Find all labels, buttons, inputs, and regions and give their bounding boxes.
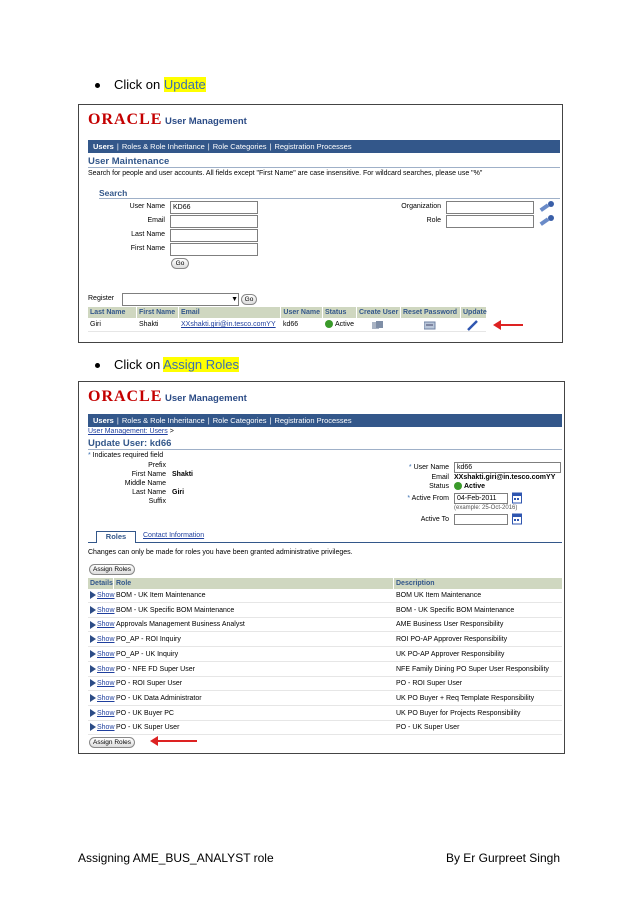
role-description: BOM - UK Specific BOM Maintenance [396,606,515,614]
nav-registration[interactable]: Registration Processes [274,142,352,151]
active-from-label: * Active From [407,495,449,502]
col-create-user: Create User [357,307,401,318]
role-row [88,633,562,647]
col-description[interactable]: Description [396,580,435,587]
user-name-label: * User Name [408,464,449,471]
role-row [88,721,562,735]
go-button[interactable]: Go [171,258,189,269]
col-first-name[interactable]: First Name [137,307,179,318]
footer-right: By Er Gurpreet Singh [445,851,560,865]
nav-users[interactable]: Users [93,142,114,151]
screenshot-user-maintenance [78,104,563,343]
nav-bar: Users | Roles & Role Inheritance | Role Categories | Registration Processes [88,140,560,153]
table-row [88,318,486,332]
bullet-icon [95,363,100,368]
email-label: Email [147,217,165,224]
col-last-name[interactable]: Last Name [88,307,137,318]
chevron-down-icon: ▼ [231,296,238,303]
page-title: Update User: kd66 [88,438,172,449]
privilege-note: Changes can only be made for roles you have been granted administrative privileges. [88,549,353,556]
last-name-label: Last Name [132,489,166,496]
email-label: Email [431,474,449,481]
roles-header [88,578,562,589]
nav-roles[interactable]: Roles & Role Inheritance [121,142,205,151]
role-name: Approvals Management Business Analyst [116,621,245,629]
show-link[interactable]: Show [97,724,115,732]
active-to-input[interactable] [454,514,508,525]
role-row [88,692,562,706]
col-user-name[interactable]: User Name [281,307,323,318]
status-value: Active [454,482,485,490]
assign-roles-button-bottom[interactable]: Assign Roles [89,737,135,748]
breadcrumb: User Management: Users > [88,428,174,435]
role-description: BOM UK Item Maintenance [396,592,482,599]
middle-name-label: Middle Name [124,480,166,487]
update-pencil-icon[interactable] [467,320,479,331]
active-from-input[interactable]: 04-Feb-2011 [454,493,508,504]
role-description: PO - ROI Super User [396,680,463,688]
show-link[interactable]: Show [97,592,115,599]
role-name: PO - UK Data Administrator [116,694,202,702]
show-toggle[interactable] [90,589,115,603]
last-name-input[interactable] [170,229,258,242]
role-description: UK PO-AP Approver Responsibility [396,650,505,658]
role-row [88,707,562,721]
step-2-instruction: Click on Assign Roles [95,357,239,372]
flashlight-search-icon[interactable] [539,200,555,213]
show-toggle[interactable] [90,663,115,677]
footer-left: Assigning AME_BUS_ANALYST role [78,851,274,865]
screenshot-update-user [78,381,565,754]
bullet-icon [95,83,100,88]
col-email[interactable]: Email [179,307,281,318]
search-heading: Search [99,188,128,198]
register-select[interactable] [122,293,239,306]
user-name-input[interactable]: KD66 [170,201,258,214]
organization-input[interactable] [446,201,534,214]
role-row [88,663,562,677]
col-status: Status [323,307,357,318]
show-link[interactable]: Show [97,636,115,644]
show-link[interactable]: Show [97,606,115,614]
user-name-input[interactable]: kd66 [454,462,561,473]
show-toggle[interactable] [90,677,115,691]
update-highlight: Update [163,77,206,92]
first-name-input[interactable] [170,243,258,256]
show-link[interactable]: Show [97,621,115,629]
expand-triangle-icon [90,635,96,643]
first-name-value: Shakti [172,471,194,478]
cell-last-name: Giri [90,321,101,328]
role-label: Role [426,217,441,224]
flashlight-search-icon[interactable] [539,214,555,227]
show-link[interactable]: Show [97,709,115,717]
step-1-instruction: Click on Update [95,77,206,92]
nav-role-categories[interactable]: Role Categories [212,142,267,151]
role-name: PO - NFE FD Super User [116,665,195,673]
first-name-label: First Name [130,245,165,252]
cell-user-name: kd66 [283,321,299,328]
show-link[interactable]: Show [97,665,115,673]
results-header [88,307,486,318]
expand-triangle-icon [90,694,96,702]
nav-users[interactable]: Users [93,416,114,425]
role-description: PO - UK Super User [396,724,460,732]
active-to-label: Active To [420,516,449,523]
show-toggle[interactable] [90,721,115,735]
tab-bar [88,529,562,543]
show-link[interactable]: Show [97,650,115,658]
red-arrow-icon [152,740,197,742]
tab-contact-information[interactable]: Contact Information [143,532,205,539]
role-description: UK PO Buyer for Projects Responsibility [396,709,521,717]
calendar-icon[interactable] [512,513,522,525]
assign-roles-highlight: Assign Roles [163,357,240,372]
role-name: PO - UK Buyer PC [116,709,174,717]
email-value: XXshakti.giri@in.tesco.comYY [454,474,556,481]
check-icon [454,482,462,490]
role-name: PO_AP - UK Inquiry [116,650,179,658]
user-name-label: User Name [129,203,165,210]
expand-triangle-icon [90,709,96,717]
col-update: Update [463,309,487,316]
show-toggle[interactable] [90,692,115,706]
page-title: User Maintenance [88,156,170,167]
col-details: Details [90,580,113,587]
organization-label: Organization [401,203,441,210]
role-input[interactable] [446,215,534,228]
suffix-label: Suffix [148,498,166,505]
last-name-label: Last Name [131,231,165,238]
expand-triangle-icon [90,606,96,614]
app-title: User Management [165,116,247,127]
last-name-value: Giri [172,489,185,496]
expand-triangle-icon [90,650,96,658]
role-name: BOM - UK Specific BOM Maintenance [116,606,235,614]
role-description: AME Business User Responsibility [396,621,504,629]
assign-roles-button-top[interactable]: Assign Roles [89,564,135,575]
cell-first-name: Shakti [139,321,159,328]
required-note: * Indicates required field [88,452,164,459]
red-arrow-icon [495,324,523,326]
create-user-icon[interactable] [372,321,384,330]
nav-role-categories[interactable]: Role Categories [212,416,267,425]
first-name-label: First Name [131,471,166,478]
expand-triangle-icon [90,621,96,629]
check-icon [325,320,333,328]
role-description: UK PO Buyer + Req Template Responsibility [396,694,535,702]
role-description: NFE Family Dining PO Super User Responsibility [396,665,549,673]
register-go-button[interactable]: Go [241,294,257,305]
app-title: User Management [165,393,247,404]
date-example: (example: 25-Oct-2016) [454,505,518,511]
col-reset-password: Reset Password [401,307,461,318]
instructions: Search for people and user accounts. All fields except "First Name" are case insensitive. For wildcard searches, please use "%" [88,170,483,177]
show-toggle[interactable] [90,604,115,618]
show-link[interactable]: Show [97,680,115,688]
expand-triangle-icon [90,679,96,687]
reset-password-icon[interactable] [424,321,436,330]
show-toggle[interactable] [90,648,115,662]
show-link[interactable]: Show [97,694,115,702]
oracle-logo: ORACLE [88,111,163,128]
expand-triangle-icon [90,591,96,599]
role-row [88,604,562,618]
prefix-label: Prefix [148,462,166,469]
expand-triangle-icon [90,665,96,673]
show-toggle[interactable] [90,707,115,721]
cell-status: Active [325,318,354,332]
breadcrumb-link[interactable]: User Management: Users [88,428,168,435]
role-row [88,677,562,691]
cell-email[interactable]: XXshakti.giri@in.tesco.comYY [181,321,276,328]
nav-roles[interactable]: Roles & Role Inheritance [121,416,205,425]
register-label: Register [88,295,115,302]
nav-registration[interactable]: Registration Processes [274,416,352,425]
role-name: PO - ROI Super User [116,680,183,688]
col-role[interactable]: Role [114,578,394,589]
calendar-icon[interactable] [512,492,522,504]
role-name: BOM - UK Item Maintenance [116,592,206,599]
role-row [88,618,562,632]
tab-roles[interactable]: Roles [96,531,136,543]
role-name: PO - UK Super User [116,724,180,732]
role-description: ROI PO-AP Approver Responsibility [396,636,508,644]
show-toggle[interactable] [90,618,115,632]
show-toggle[interactable] [90,633,115,647]
role-name: PO_AP - ROI Inquiry [116,636,181,644]
nav-bar: Users | Roles & Role Inheritance | Role Categories | Registration Processes [88,414,562,427]
status-label: Status [429,483,449,490]
expand-triangle-icon [90,723,96,731]
role-row [88,648,562,662]
role-row [88,589,562,603]
email-input[interactable] [170,215,258,228]
oracle-logo: ORACLE [88,388,163,405]
